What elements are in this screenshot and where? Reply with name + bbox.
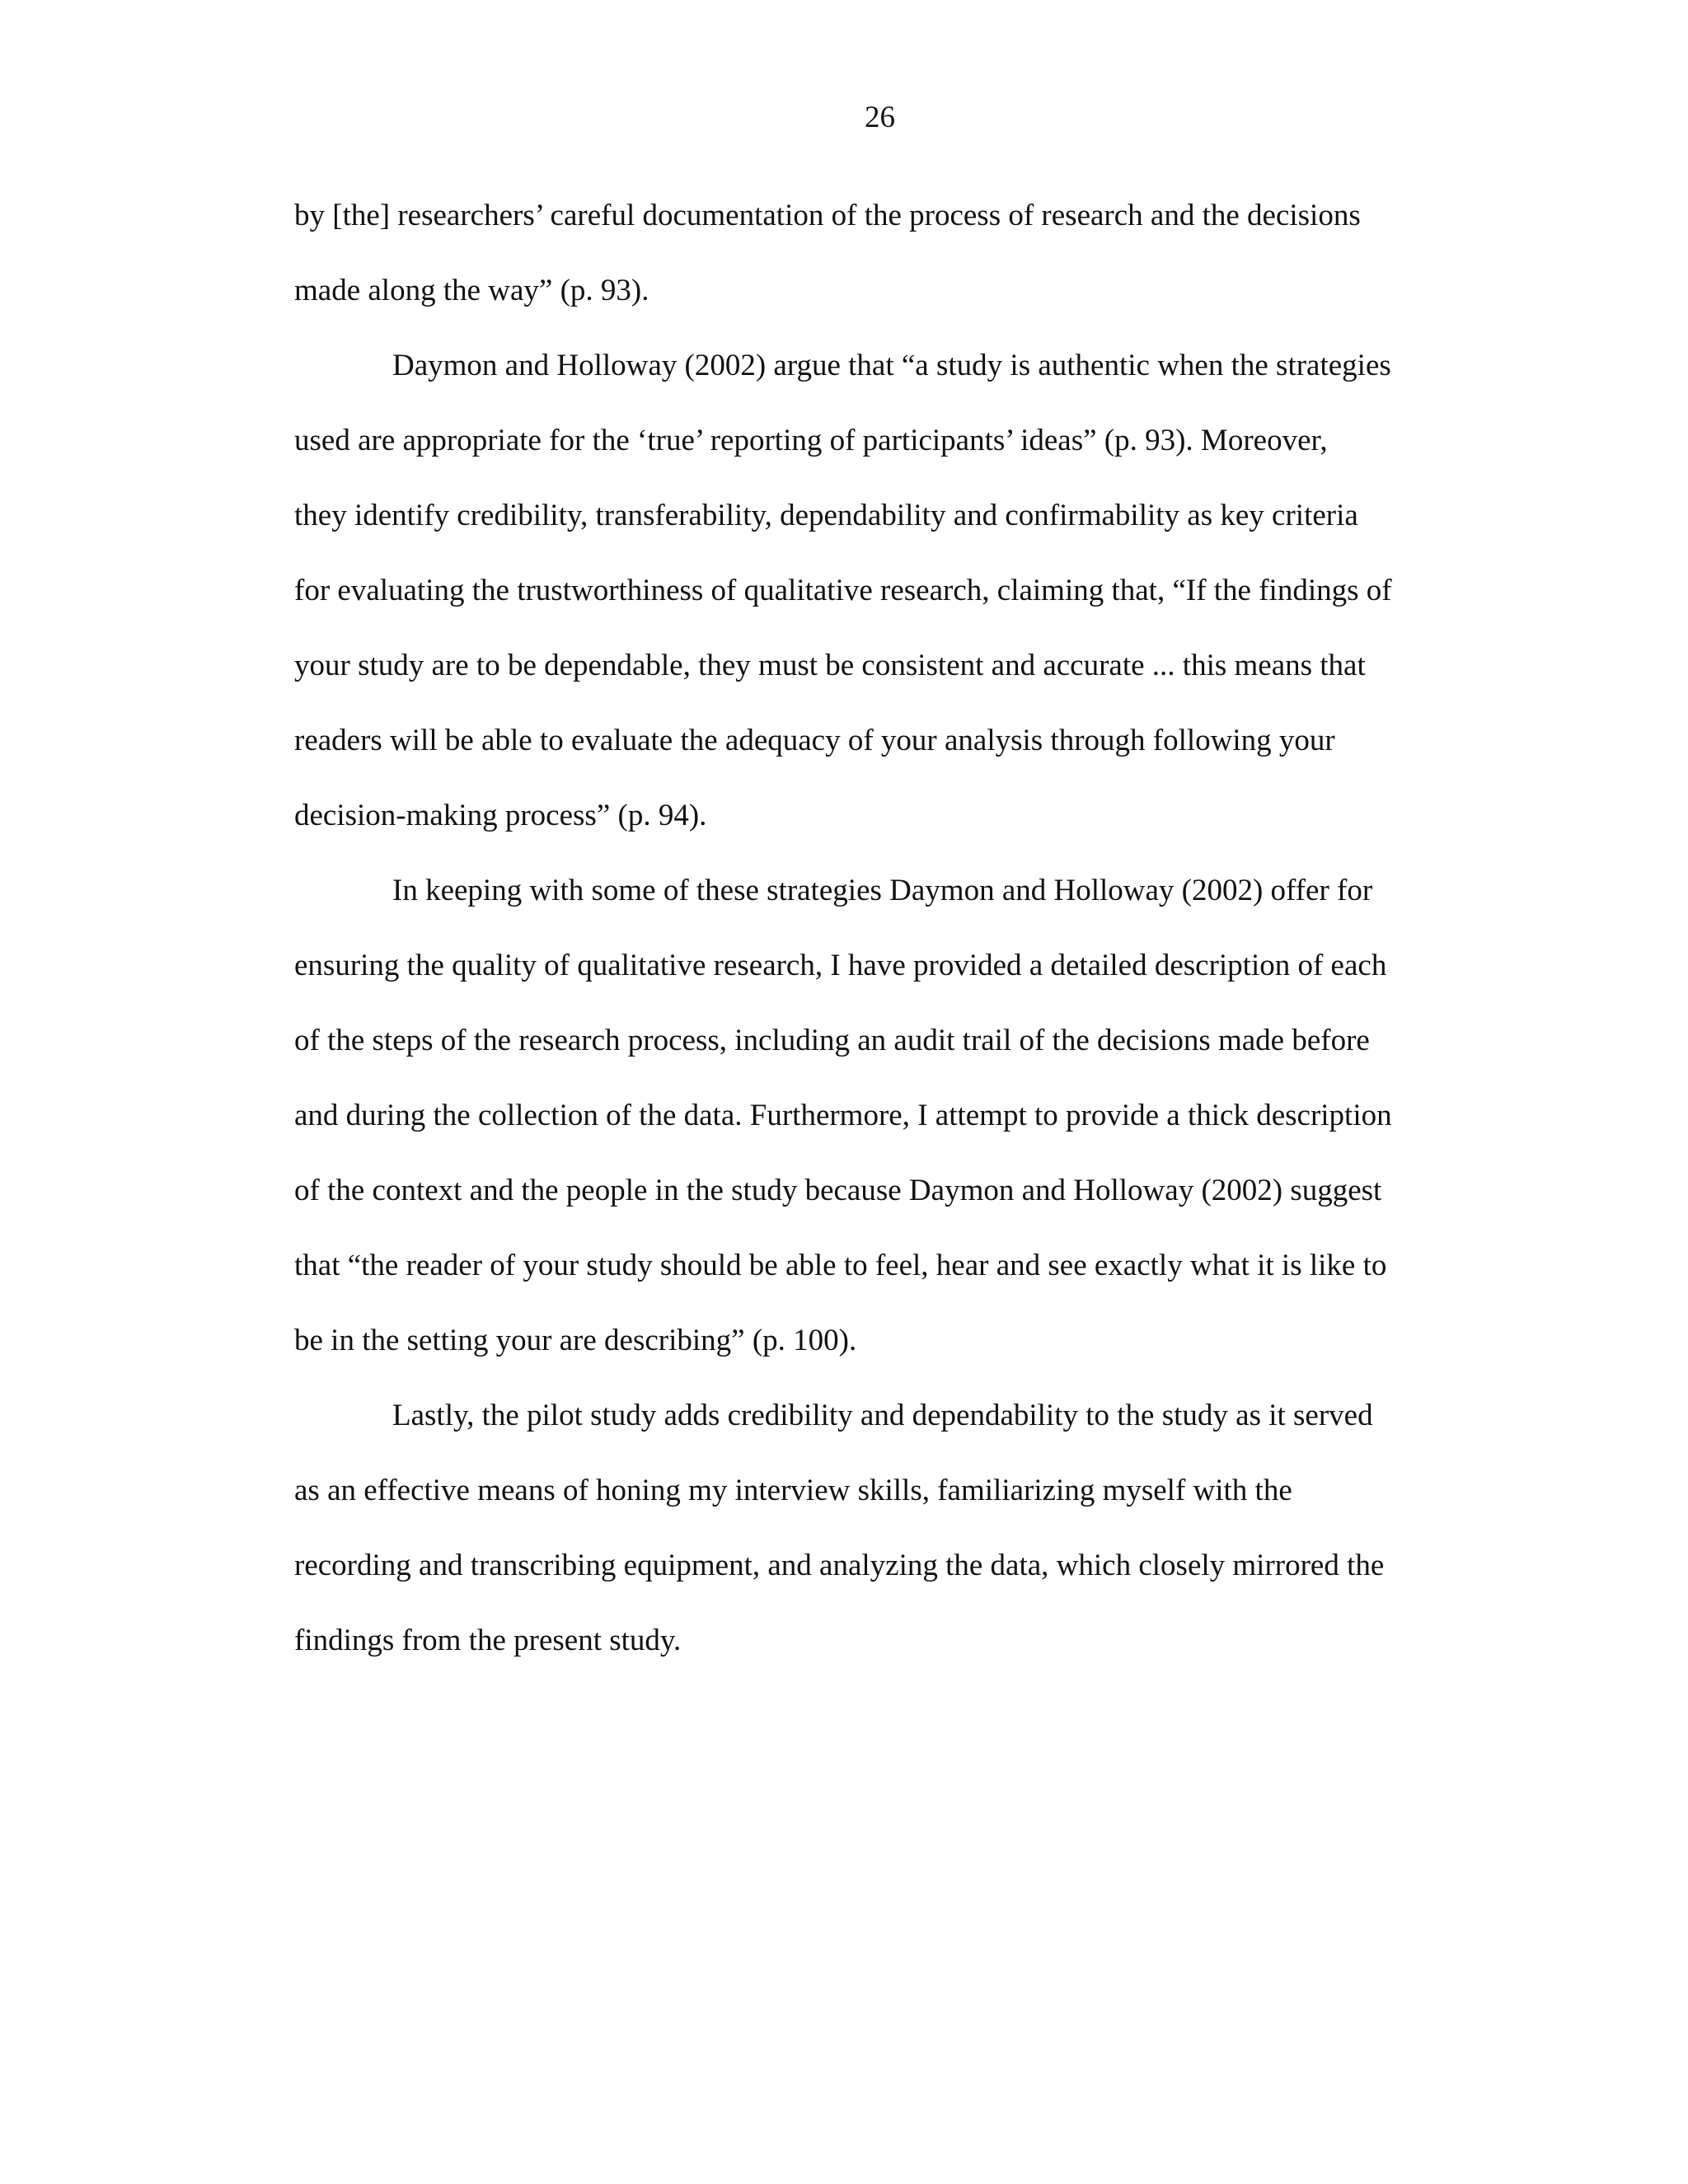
- text-line: made along the way” (p. 93).: [294, 274, 649, 307]
- text-line: used are appropriate for the ‘true’ reporting of participants’ ideas” (p. 93). Moreover,: [294, 424, 1328, 457]
- text-line: ensuring the quality of qualitative research, I have provided a detailed description of each: [294, 949, 1387, 982]
- text-line: for evaluating the trustworthiness of qualitative research, claiming that, “If the findings of: [294, 574, 1392, 607]
- text-line: of the steps of the research process, including an audit trail of the decisions made before: [294, 1024, 1370, 1057]
- text-line: your study are to be dependable, they must be consistent and accurate ... this means that: [294, 649, 1366, 682]
- paragraph-first-line: Lastly, the pilot study adds credibility and dependability to the study as it served: [392, 1399, 1373, 1432]
- text-line: of the context and the people in the study because Daymon and Holloway (2002) suggest: [294, 1174, 1382, 1207]
- text-line: and during the collection of the data. Furthermore, I attempt to provide a thick description: [294, 1099, 1392, 1132]
- text-line: readers will be able to evaluate the adequacy of your analysis through following your: [294, 724, 1335, 757]
- paragraph-first-line: In keeping with some of these strategies Daymon and Holloway (2002) offer for: [392, 874, 1373, 907]
- text-line: decision-making process” (p. 94).: [294, 799, 707, 832]
- paragraph-first-line: Daymon and Holloway (2002) argue that “a study is authentic when the strategies: [392, 349, 1391, 382]
- text-line: findings from the present study.: [294, 1624, 682, 1657]
- page-number: 26: [865, 101, 895, 134]
- text-line: be in the setting your are describing” (p. 100).: [294, 1324, 857, 1357]
- text-line: that “the reader of your study should be able to feel, hear and see exactly what it is like to: [294, 1249, 1387, 1282]
- text-line: they identify credibility, transferability, dependability and confirmability as key criteria: [294, 499, 1358, 532]
- text-line: by [the] researchers’ careful documentation of the process of research and the decisions: [294, 199, 1361, 232]
- text-line: recording and transcribing equipment, and analyzing the data, which closely mirrored the: [294, 1549, 1385, 1582]
- text-line: as an effective means of honing my interview skills, familiarizing myself with the: [294, 1474, 1292, 1507]
